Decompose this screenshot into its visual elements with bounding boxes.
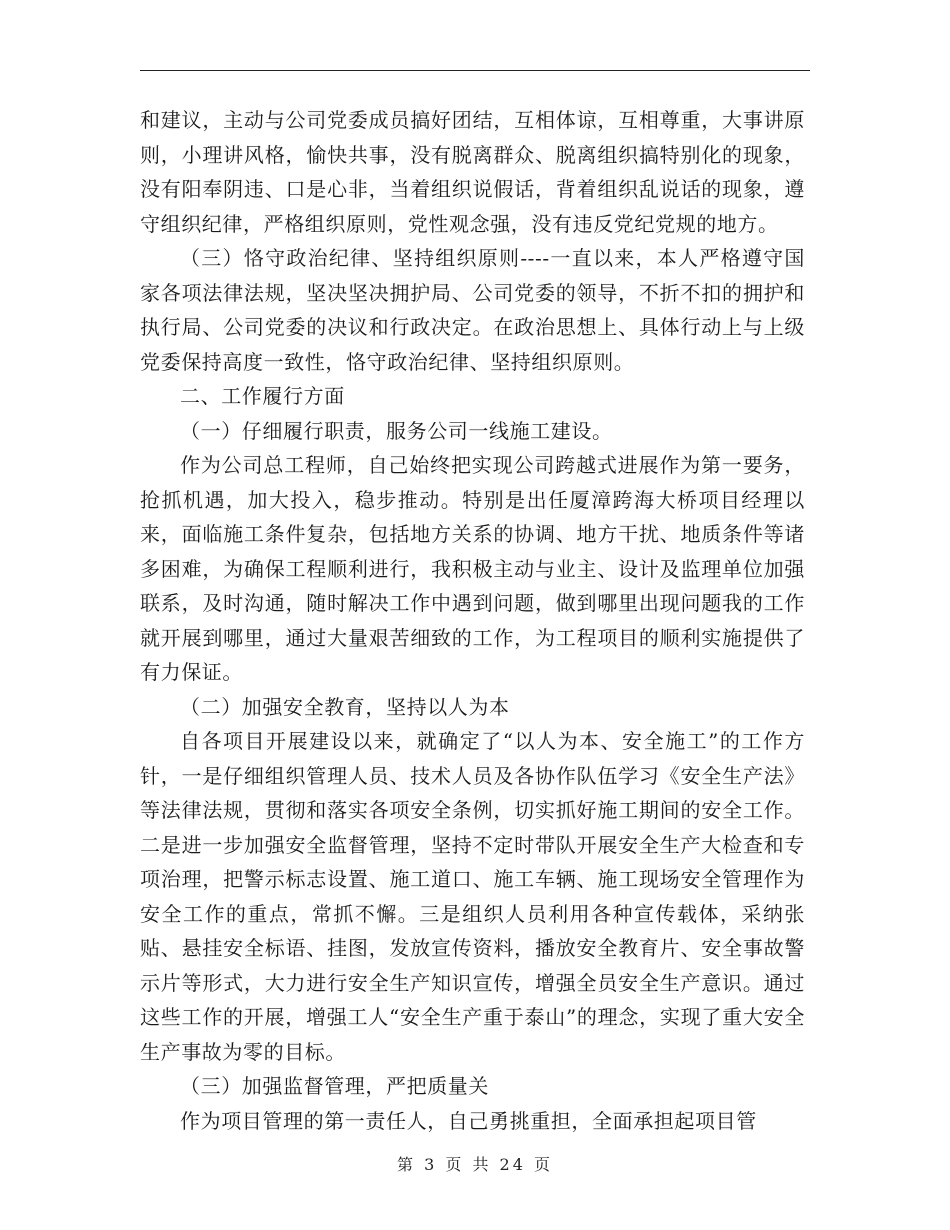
document-body	[140, 103, 805, 1138]
subheading-2: （二）加强安全教育，坚持以人为本	[180, 694, 510, 719]
page-number-footer: 第 3 页 共 24 页	[397, 1155, 553, 1174]
section-heading-work: 二、工作履行方面	[180, 384, 345, 408]
paragraph-1: 和建议，主动与公司党委成员搞好团结，互相体谅，互相尊重，大事讲原则，小理讲风格，愉快共事，没有脱离群众、脱离组织搞特别化的现象，没有阳奉阴违、口是心非，当着组织说假话，背着组织乱说话的现象，遵守组织纪律，严格组织原则，党性观念强，没有违反党纪党规的地方。	[140, 108, 805, 236]
header-rule	[140, 70, 810, 71]
paragraph-5: 作为公司总工程师，自己始终把实现公司跨越式进展作为第一要务，抢抓机遇，加大投入，稳步推动。特别是出任厦漳跨海大桥项目经理以来，面临施工条件复杂，包括地方关系的协调、地方干扰、地质条件等诸多困难，为确保工程顺利进行，我积极主动与业主、设计及监理单位加强联系，及时沟通，随时解决工作中遇到问题，做到哪里出现问题我的工作就开展到哪里，通过大量艰苦细致的工作，为工程项目的顺利实施提供了有力保证。	[140, 453, 805, 684]
subheading-3: （三）加强监督管理，严把质量关	[180, 1074, 489, 1098]
subheading-1: （一）仔细履行职责，服务公司一线施工建设。	[180, 418, 613, 443]
paragraph-9: 作为项目管理的第一责任人，自己勇挑重担，全面承担起项目管	[180, 1108, 757, 1133]
paragraph-7: 自各项目开展建设以来，就确定了“以人为本、安全施工”的工作方针，一是仔细组织管理人员、技术人员及各协作队伍学习《安全生产法》等法律法规，贯彻和落实各项安全条例，切实抓好施工期间的安全工作。二是进一步加强安全监督管理，坚持不定时带队开展安全生产大检查和专项治理，把警示标志设置、施工道口、施工车辆、施工现场安全管理作为安全工作的重点，常抓不懈。三是组织人员利用各种宣传载体，采纳张贴、悬挂安全标语、挂图，发放宣传资料，播放安全教育片、安全事故警示片等形式，大力进行安全生产知识宣传，增强全员安全生产意识。通过这些工作的开展，增强工人“安全生产重于泰山”的理念，实现了重大安全生产事故为零的目标。	[140, 729, 805, 1064]
paragraph-2: （三）恪守政治纪律、坚持组织原则----一直以来，本人严格遵守国家各项法律法规，坚决坚决拥护局、公司党委的领导，不折不扣的拥护和执行局、公司党委的决议和行政决定。在政治思想上、具体行动上与上级党委保持高度一致性，恪守政治纪律、坚持组织原则。	[140, 246, 805, 374]
